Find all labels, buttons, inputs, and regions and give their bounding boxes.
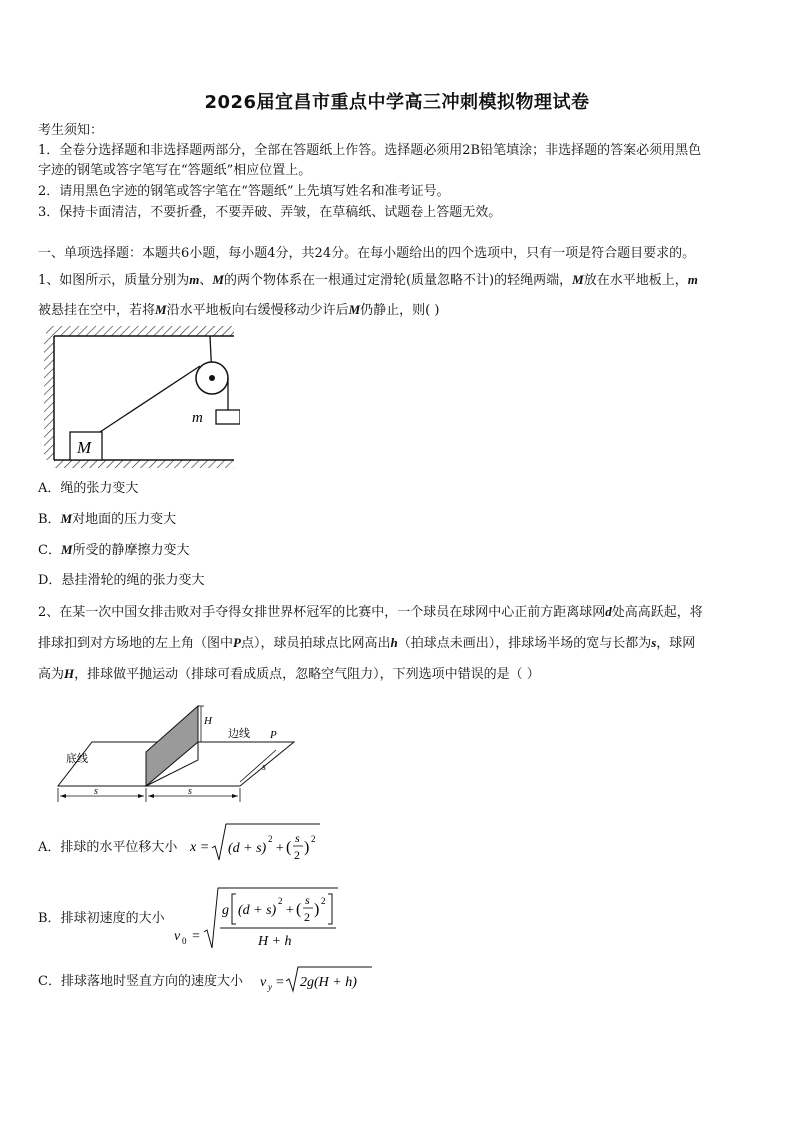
q1-option-c: C．M所受的静摩擦力变大 xyxy=(38,542,190,558)
svg-text:s: s xyxy=(305,893,310,907)
q1-option-a: A．绳的张力变大 xyxy=(38,481,139,496)
label-bottom-s: s xyxy=(94,786,98,797)
q1-option-d: D．悬挂滑轮的绳的张力变大 xyxy=(38,573,205,588)
svg-text:+: + xyxy=(286,903,294,918)
svg-text:=: = xyxy=(192,929,200,944)
formula-b xyxy=(172,884,342,950)
svg-text:): ) xyxy=(314,901,320,918)
label-m: m xyxy=(192,410,203,426)
ceiling-hatch xyxy=(46,326,234,336)
label-side-s: s xyxy=(262,762,266,773)
svg-text:2g(H + h): 2g(H + h) xyxy=(300,975,357,990)
svg-text:=: = xyxy=(276,975,284,990)
svg-text:+: + xyxy=(276,841,284,856)
notice-heading: 考生须知： xyxy=(38,123,104,138)
svg-text:v: v xyxy=(260,975,267,990)
label-baseline: 底线 xyxy=(66,753,88,765)
svg-text:H + h: H + h xyxy=(258,934,292,949)
side-dim-line xyxy=(240,750,276,782)
label-M: M xyxy=(77,438,92,457)
label-bottom-s: s xyxy=(188,786,192,797)
q2-option-b: B．排球初速度的大小 xyxy=(38,911,165,926)
q2-option-c: C．排球落地时竖直方向的速度大小 xyxy=(38,974,243,989)
formula-a xyxy=(188,820,328,868)
pulley-figure xyxy=(40,322,240,468)
arrow-head xyxy=(138,794,144,798)
question-2-line-1: 2、在某一次中国女排击败对手夺得女排世界杯冠军的比赛中，一个球员在球网中心正前方距离球网d处高高跃起，将 xyxy=(38,604,703,620)
svg-text:2: 2 xyxy=(294,848,300,862)
pulley-axle xyxy=(209,375,215,381)
q1-option-b: B．M对地面的压力变大 xyxy=(38,511,177,527)
question-1-line-2: 被悬挂在空中，若将M沿水平地板向右缓慢移动少许后M仍静止，则( ) xyxy=(38,302,440,318)
net xyxy=(146,706,198,786)
formula-c xyxy=(258,964,376,994)
svg-text:2: 2 xyxy=(321,896,326,906)
q2-option-a: A．排球的水平位移大小 xyxy=(38,840,178,855)
bracket-left xyxy=(232,894,236,924)
svg-text:s: s xyxy=(295,831,300,845)
notice-item: 字迹的钢笔或答字笔写在“答题纸”相应位置上。 xyxy=(38,163,312,178)
svg-text:2: 2 xyxy=(268,834,273,844)
arrow-head xyxy=(232,794,238,798)
notice-item: 3．保持卡面清洁，不要折叠，不要弄破、弄皱，在草稿纸、试题卷上答题无效。 xyxy=(38,205,502,220)
arrow-head xyxy=(60,794,66,798)
svg-text:y: y xyxy=(268,982,272,992)
label-net-height: H xyxy=(204,715,212,727)
svg-text:): ) xyxy=(304,839,310,856)
notice-item: 2．请用黑色字迹的钢笔或答字笔在“答题纸”上先填写姓名和准考证号。 xyxy=(38,184,450,199)
svg-text:x =: x = xyxy=(190,840,210,855)
wall-hatch xyxy=(44,336,54,460)
section-heading: 一、单项选择题：本题共6小题，每小题4分，共24分。在每小题给出的四个选项中，只有一项是符合题目要求的。 xyxy=(38,246,696,261)
label-point-p: P xyxy=(270,729,277,741)
volleyball-court-figure xyxy=(52,698,302,808)
label-sideline: 边线 xyxy=(228,728,250,740)
svg-text:v: v xyxy=(174,929,181,944)
question-2-line-3: 高为H，排球做平抛运动（排球可看成质点，忽略空气阻力），下列选项中错误的是（ ） xyxy=(38,666,540,682)
block-m xyxy=(216,410,240,424)
svg-text:2: 2 xyxy=(304,910,310,924)
svg-text:2: 2 xyxy=(278,896,283,906)
question-2-line-2: 排球扣到对方场地的左上角（图中P点），球员拍球点比网高出h（拍球点未画出），排球场半场的宽与长都为s，球网 xyxy=(38,635,696,651)
svg-text:g: g xyxy=(222,903,229,918)
svg-text:2: 2 xyxy=(311,834,316,844)
svg-text:0: 0 xyxy=(182,936,187,946)
bracket-right xyxy=(328,894,332,924)
notice-item: 1．全卷分选择题和非选择题两部分，全部在答题纸上作答。选择题必须用2B铅笔填涂；非选择题的答案必须用黑色 xyxy=(38,143,702,158)
floor-hatch xyxy=(54,460,234,468)
question-1-line-1: 1、如图所示，质量分别为m、M的两个物体系在一根通过定滑轮(质量忽略不计)的轻绳两端，M放在水平地板上，m xyxy=(38,272,698,288)
svg-text:(d + s): (d + s) xyxy=(228,841,267,856)
arrow-head xyxy=(148,794,154,798)
svg-text:(: ( xyxy=(286,839,292,856)
page-title: 2026届宜昌市重点中学高三冲刺模拟物理试卷 xyxy=(204,92,590,113)
rope-to-M xyxy=(100,366,200,432)
svg-text:(d + s): (d + s) xyxy=(238,903,277,918)
svg-text:(: ( xyxy=(296,901,302,918)
